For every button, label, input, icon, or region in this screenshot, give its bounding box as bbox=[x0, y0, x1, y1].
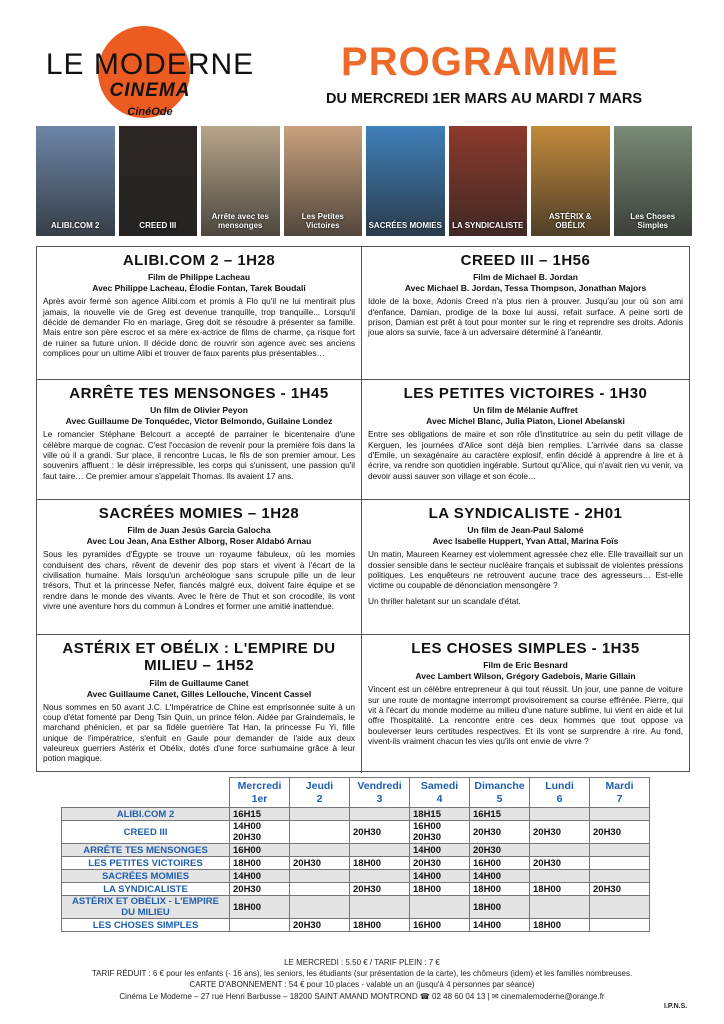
film-title: SACRÉES MOMIES – 1H28 bbox=[98, 505, 300, 522]
day-header: Vendredi 3 bbox=[350, 778, 410, 808]
showtime-cell: 20H30 bbox=[290, 857, 350, 870]
poster-title: ALIBI.COM 2 bbox=[51, 220, 100, 230]
day-header: Mercredi 1er bbox=[230, 778, 290, 808]
showtime-cell bbox=[590, 896, 650, 919]
logo-network: CinéOde bbox=[127, 106, 173, 118]
schedule-film-name: SACRÉES MOMIES bbox=[62, 870, 230, 883]
film-card bbox=[37, 380, 362, 500]
film-synopsis: Un matin, Maureen Kearney est violemment agressée chez elle. Elle travaillait sur un dossier sensible dans le secteur nucléaire français et subissait de violentes pressions politiques. Les enquêteurs ne retrouvent aucune trace des agresseurs… Est-elle victime ou coupable de dénonciation mensongère ? bbox=[368, 549, 683, 591]
cinema-logo bbox=[30, 22, 270, 130]
showtime-cell: 20H30 bbox=[590, 883, 650, 896]
schedule-row bbox=[62, 808, 650, 821]
showtime-cell: 14H00 20H30 bbox=[230, 821, 290, 844]
film-cast: Avec Lou Jean, Ana Esther Alborg, Roser Aldabó Arnau bbox=[86, 536, 312, 547]
film-director: Un film de Mélanie Auffret bbox=[473, 405, 578, 416]
film-director: Film de Juan Jesús Garcia Galocha bbox=[127, 525, 271, 536]
schedule-table bbox=[61, 777, 650, 932]
film-card bbox=[362, 247, 689, 380]
showtime-cell: 14H00 bbox=[410, 870, 470, 883]
showtime-cell bbox=[350, 896, 410, 919]
film-card bbox=[37, 635, 362, 773]
showtime-cell: 20H30 bbox=[590, 821, 650, 844]
showtime-cell: 18H00 bbox=[230, 857, 290, 870]
showtime-cell bbox=[290, 870, 350, 883]
day-header: Mardi 7 bbox=[590, 778, 650, 808]
film-card bbox=[37, 500, 362, 635]
film-title: ALIBI.COM 2 – 1H28 bbox=[122, 252, 276, 269]
poster-title: Les Petites Victoires bbox=[301, 212, 344, 230]
showtime-cell: 20H30 bbox=[350, 821, 410, 844]
showtime-cell: 14H00 bbox=[230, 870, 290, 883]
showtime-cell bbox=[590, 919, 650, 932]
showtime-cell bbox=[590, 870, 650, 883]
pricing-footer bbox=[40, 957, 684, 1002]
poster bbox=[36, 126, 115, 236]
film-cast: Avec Guillaume De Tonquédec, Victor Belmondo, Guilaine Londez bbox=[65, 416, 333, 427]
poster bbox=[449, 126, 528, 236]
showtime-cell: 18H00 bbox=[470, 896, 530, 919]
day-header: Jeudi 2 bbox=[290, 778, 350, 808]
showtime-cell: 16H00 bbox=[410, 919, 470, 932]
film-director: Film de Eric Besnard bbox=[483, 660, 568, 671]
film-synopsis: Idole de la boxe, Adonis Creed n'a plus rien à prouver. Jusqu'au jour où son ami d'enfance, Damian, prodige de la boxe lui aussi, refait surface. A peine sorti de prison, Damian est prêt à tout pour monter sur le ring et reprendre ses droits. Adonis joue alors sa survie, face à un adversaire déterminé à l'anéantir. bbox=[368, 296, 683, 338]
film-synopsis: Vincent est un célèbre entrepreneur à qui tout réussit. Un jour, une panne de voiture sur une route de montagne interrompt provisoirement sa course effrénée. Pierre, qui vit à l'écart du monde moderne au milieu d'une nature sublime, lui vient en aide et lui offre l'hospitalité. La rencontre entre ces deux hommes que tout oppose va bouleverser leurs certitudes respectives. Et ils vont se surprendre à rire. Au fond, vivent-ils vraiment chacun les vies qu'ils ont envie de vivre ? bbox=[368, 684, 683, 747]
film-director: Un film de Olivier Peyon bbox=[150, 405, 248, 416]
film-title: ARRÊTE TES MENSONGES - 1H45 bbox=[69, 385, 329, 402]
schedule-row bbox=[62, 844, 650, 857]
film-synopsis: Après avoir fermé son agence Alibi.com et promis à Flo qu'il ne lui mentirait plus jamais, la nouvelle vie de Greg est devenue tranquille, trop tranquille... Lorsqu'il décide de demander Flo en mariage, Greg doit se résoudre à présenter sa famille. Mais entre son père escroc et sa mère ex-actrice de films de charme, ça risque fort de ruiner sa future union. Il décide donc de rouvrir son agence avec ses anciens complices pour un ultime Alibi et trouver de faux parents plus présentables… bbox=[43, 296, 355, 359]
film-cast: Avec Guillaume Canet, Gilles Lellouche, Vincent Cassel bbox=[86, 688, 312, 699]
showtime-cell: 20H30 bbox=[410, 857, 470, 870]
showtime-cell bbox=[530, 844, 590, 857]
schedule-header bbox=[62, 778, 650, 808]
showtime-cell bbox=[530, 896, 590, 919]
film-card bbox=[362, 635, 689, 773]
film-director: Film de Philippe Lacheau bbox=[147, 272, 251, 283]
showtime-cell bbox=[590, 844, 650, 857]
showtime-cell: 18H00 bbox=[470, 883, 530, 896]
schedule-row bbox=[62, 857, 650, 870]
showtime-cell: 18H00 bbox=[410, 883, 470, 896]
schedule-corner bbox=[62, 778, 230, 808]
showtime-cell bbox=[290, 896, 350, 919]
schedule-film-name: ARRÊTE TES MENSONGES bbox=[62, 844, 230, 857]
showtime-cell: 14H00 bbox=[470, 870, 530, 883]
film-title: LES PETITES VICTOIRES - 1H30 bbox=[403, 385, 648, 402]
film-cast: Avec Michel Blanc, Julia Piaton, Lionel Abelanski bbox=[426, 416, 625, 427]
showtime-cell: 16H00 bbox=[230, 844, 290, 857]
poster bbox=[614, 126, 693, 236]
film-synopsis: Sous les pyramides d'Égypte se trouve un royaume fabuleux, où les momies conduisent des chars, rêvent de devenir des pop stars et vivent à l'écart de la civilisation humaine. Mais lorsqu'un archéologue sans scrupule pille un de leur trésors, Thut et la princesse Nefer, fiancés malgré eux, doivent faire équipe et se rendre dans le monde des vivants. Avec le frère de Thut et son crocodile, ils vont vivre une aventure hors du commun à Londres et former une amitié inattendue. bbox=[43, 549, 355, 612]
film-director: Film de Michael B. Jordan bbox=[473, 272, 578, 283]
film-director: Film de Guillaume Canet bbox=[149, 677, 249, 688]
schedule-film-name: ALIBI.COM 2 bbox=[62, 808, 230, 821]
footer-subscription: CARTE D'ABONNEMENT : 54 € pour 10 places - valable un an (jusqu'à 4 personnes par séance) bbox=[189, 980, 535, 990]
film-synopsis: Entre ses obligations de maire et son rôle d'institutrice au sein du petit village de Kerguen, les journées d'Alice sont déjà bien remplies. L'arrivée dans sa classe d'Emile, un sexagénaire au caractère explosif, enfin décidé à apprendre à lire et à écrire, va rendre son quotidien ingérable. Surtout qu'Alice, qui n'avait rien vu venir, va devoir aussi sauver son village et son école… bbox=[368, 429, 683, 481]
footer-reduced: TARIF RÉDUIT : 6 € pour les enfants (- 16 ans), les seniors, les étudiants (sur présentation de la carte), les chômeurs (idem) et les familles nombreuses. bbox=[91, 969, 633, 979]
showtime-cell: 18H00 bbox=[230, 896, 290, 919]
poster bbox=[284, 126, 363, 236]
showtime-cell bbox=[290, 883, 350, 896]
showtime-cell: 14H00 bbox=[410, 844, 470, 857]
schedule-row bbox=[62, 883, 650, 896]
showtime-cell bbox=[290, 821, 350, 844]
film-grid bbox=[36, 246, 690, 772]
showtime-cell: 20H30 bbox=[470, 844, 530, 857]
film-tagline: Un thriller haletant sur un scandale d'état. bbox=[368, 595, 521, 606]
showtime-cell: 16H00 bbox=[470, 857, 530, 870]
film-card bbox=[362, 380, 689, 500]
showtime-cell: 20H30 bbox=[230, 883, 290, 896]
schedule-row bbox=[62, 919, 650, 932]
logo-title: LE MODERNE bbox=[45, 48, 255, 81]
film-cast: Avec Lambert Wilson, Grégory Gadebois, Marie Gillain bbox=[415, 671, 636, 682]
poster bbox=[531, 126, 610, 236]
showtime-cell bbox=[230, 919, 290, 932]
schedule-film-name: LES PETITES VICTOIRES bbox=[62, 857, 230, 870]
showtime-cell: 18H00 bbox=[350, 857, 410, 870]
poster bbox=[201, 126, 280, 236]
film-card bbox=[37, 247, 362, 380]
film-title: LES CHOSES SIMPLES - 1H35 bbox=[411, 640, 640, 657]
schedule-film-name: CREED III bbox=[62, 821, 230, 844]
poster-title: Les Choses Simples bbox=[630, 212, 676, 230]
showtime-cell: 20H30 bbox=[470, 821, 530, 844]
schedule-row bbox=[62, 896, 650, 919]
showtime-cell: 18H00 bbox=[530, 883, 590, 896]
showtime-cell: 16H00 20H30 bbox=[410, 821, 470, 844]
film-cast: Avec Michael B. Jordan, Tessa Thompson, Jonathan Majors bbox=[404, 283, 647, 294]
showtime-cell: 16H15 bbox=[470, 808, 530, 821]
showtime-cell: 18H00 bbox=[350, 919, 410, 932]
schedule-row bbox=[62, 821, 650, 844]
showtime-cell: 18H15 bbox=[410, 808, 470, 821]
day-header: Lundi 6 bbox=[530, 778, 590, 808]
poster-title: Arrête avec tes mensonges bbox=[211, 212, 269, 230]
schedule-film-name: ASTÉRIX ET OBÉLIX - L'EMPIRE DU MILIEU bbox=[62, 896, 230, 919]
showtime-cell: 20H30 bbox=[530, 821, 590, 844]
day-header: Dimanche 5 bbox=[470, 778, 530, 808]
poster-title: CREED III bbox=[139, 220, 177, 230]
footer-contact: Cinéma Le Moderne – 27 rue Henri Barbusse – 18200 SAINT AMAND MONTROND ☎ 02 48 60 04 13 | ✉ cinemalemoderne@orange.fr bbox=[119, 991, 605, 1001]
showtime-cell bbox=[350, 870, 410, 883]
showtime-cell: 14H00 bbox=[470, 919, 530, 932]
schedule-film-name: LA SYNDICALISTE bbox=[62, 883, 230, 896]
film-title: LA SYNDICALISTE - 2H01 bbox=[428, 505, 623, 522]
film-title: CREED III – 1H56 bbox=[460, 252, 591, 269]
showtime-cell: 20H30 bbox=[530, 857, 590, 870]
showtime-cell: 20H30 bbox=[350, 883, 410, 896]
footer-prices: LE MERCREDI : 5.50 € / TARIF PLEIN : 7 € bbox=[284, 958, 440, 967]
schedule-row bbox=[62, 870, 650, 883]
film-director: Un film de Jean-Paul Salomé bbox=[467, 525, 584, 536]
schedule-film-name: LES CHOSES SIMPLES bbox=[62, 919, 230, 932]
showtime-cell: 18H00 bbox=[530, 919, 590, 932]
film-title: ASTÉRIX ET OBÉLIX : L'EMPIRE DU MILIEU – 1H52 bbox=[62, 640, 336, 675]
poster bbox=[366, 126, 445, 236]
showtime-cell bbox=[290, 844, 350, 857]
page-title: PROGRAMME bbox=[341, 40, 619, 84]
showtime-cell bbox=[530, 808, 590, 821]
film-synopsis: Nous sommes en 50 avant J.C. L'Impératrice de Chine est emprisonnée suite à un coup d'état fomenté par Deng Tsin Quin, un prince félon. Aidée par Graindemaïs, le marchand phénicien, et par sa fidèle guerrière Tat Han, la princesse Fu Yi, fille unique de l'impératrice, s'enfuit en Gaule pour demander de l'aide aux deux valeureux guerriers Astérix et Obélix, dotés d'une force surhumaine grâce à leur potion magique. bbox=[43, 701, 355, 764]
poster-title: SACRÉES MOMIES bbox=[368, 220, 442, 230]
film-synopsis: Le romancier Stéphane Belcourt a accepté de parrainer le bicentenaire d'une célèbre marque de cognac. C'est l'occasion de revenir pour la première fois dans la ville où il a grandi. Sur place, il rencontre Lucas, le fils de son premier amour. Les souvenirs affluent : le désir irrépressible, les corps qui s'unissent, une passion qu'il faut taire… Ce premier amour s'appelait Thomas. Ils avaient 17 ans. bbox=[43, 429, 355, 481]
showtime-cell bbox=[590, 857, 650, 870]
film-cast: Avec Isabelle Huppert, Yvan Attal, Marina Foïs bbox=[432, 536, 619, 547]
showtime-cell bbox=[410, 896, 470, 919]
ipns-mark: I.P.N.S. bbox=[664, 1003, 688, 1010]
day-header: Samedi 4 bbox=[410, 778, 470, 808]
poster-title: LA SYNDICALISTE bbox=[452, 220, 524, 230]
showtime-cell: 16H15 bbox=[230, 808, 290, 821]
poster-strip bbox=[36, 126, 692, 236]
film-card bbox=[362, 500, 689, 635]
logo-subtitle: CINEMA bbox=[109, 80, 191, 101]
page-dates: DU MERCREDI 1ER MARS AU MARDI 7 MARS bbox=[325, 91, 643, 107]
poster bbox=[119, 126, 198, 236]
showtime-cell bbox=[350, 844, 410, 857]
poster-title: ASTÉRIX & OBÉLIX bbox=[548, 212, 592, 230]
showtime-cell bbox=[530, 870, 590, 883]
showtime-cell: 20H30 bbox=[290, 919, 350, 932]
showtime-cell bbox=[290, 808, 350, 821]
showtime-cell bbox=[350, 808, 410, 821]
showtime-cell bbox=[590, 808, 650, 821]
film-cast: Avec Philippe Lacheau, Élodie Fontan, Tarek Boudali bbox=[92, 283, 306, 294]
